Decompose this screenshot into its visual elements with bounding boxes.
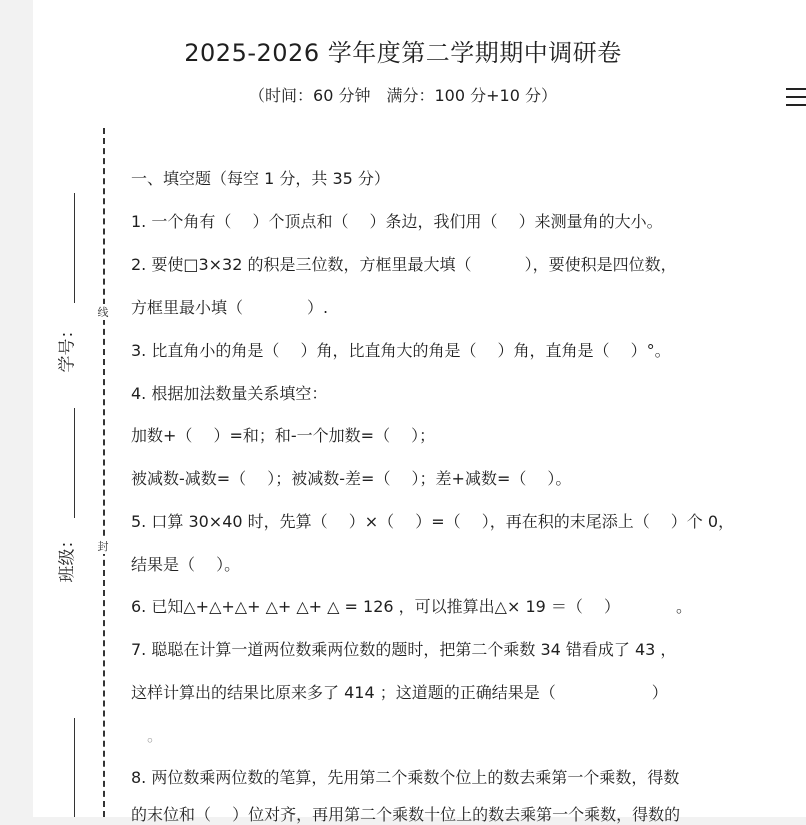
name-fill-line — [74, 718, 75, 817]
question-line: 4. 根据加法数量关系填空： — [131, 384, 328, 403]
section-heading: 一、填空题（每空 1 分，共 35 分） — [131, 169, 390, 188]
question-line: 的末位和（ ）位对齐，再用第二个乘数十位上的数去乘第一个乘数，得数的 — [131, 805, 681, 824]
class-label: 班级： — [57, 531, 78, 583]
question-line: 这样计算出的结果比原来多了 414 ；这道题的正确结果是（ ） — [131, 683, 668, 702]
exam-title: 2025-2026 学年度第二学期期中调研卷 — [184, 39, 622, 67]
question-line: 8. 两位数乘两位数的笔算，先用第二个乘数个位上的数去乘第一个乘数，得数 — [131, 768, 680, 787]
question-line: 加数+（ ）=和；和-一个加数=（ ）； — [131, 426, 436, 445]
question-line: 。 — [131, 726, 164, 745]
exam-subtitle: （时间：60 分钟 满分：100 分+10 分） — [249, 86, 557, 105]
question-line: 3. 比直角小的角是（ ）角，比直角大的角是（ ）角，直角是（ ）°。 — [131, 341, 671, 360]
student-id-fill-line — [74, 193, 75, 303]
question-line: 方框里最小填（ ）. — [131, 298, 329, 317]
question-line: 结果是（ ）。 — [131, 555, 241, 574]
binding-char-seal: 封 — [95, 538, 111, 554]
class-fill-line — [74, 408, 75, 518]
question-line: 1. 一个角有（ ）个顶点和（ ）条边，我们用（ ）来测量角的大小。 — [131, 212, 663, 231]
question-line: 被减数-减数=（ ）；被减数-差=（ ）；差+减数=（ ）。 — [131, 469, 572, 488]
question-line: 5. 口算 30×40 时，先算（ ）×（ ）=（ ），再在积的末尾添上（ ）个 0， — [131, 512, 735, 531]
question-line: 2. 要使□3×32 的积是三位数，方框里最大填（ ），要使积是四位数， — [131, 255, 677, 274]
binding-dashed-line — [103, 128, 105, 817]
question-line: 6. 已知△+△+△+ △+ △+ △ = 126 ，可以推算出△× 19 ＝（ ） 。 — [131, 597, 693, 616]
binding-char-line: 线 — [95, 304, 111, 320]
question-line: 7. 聪聪在计算一道两位数乘两位数的题时，把第二个乘数 34 错看成了 43 ， — [131, 640, 677, 659]
menu-icon[interactable] — [786, 88, 806, 112]
student-id-label: 学号： — [57, 321, 78, 373]
